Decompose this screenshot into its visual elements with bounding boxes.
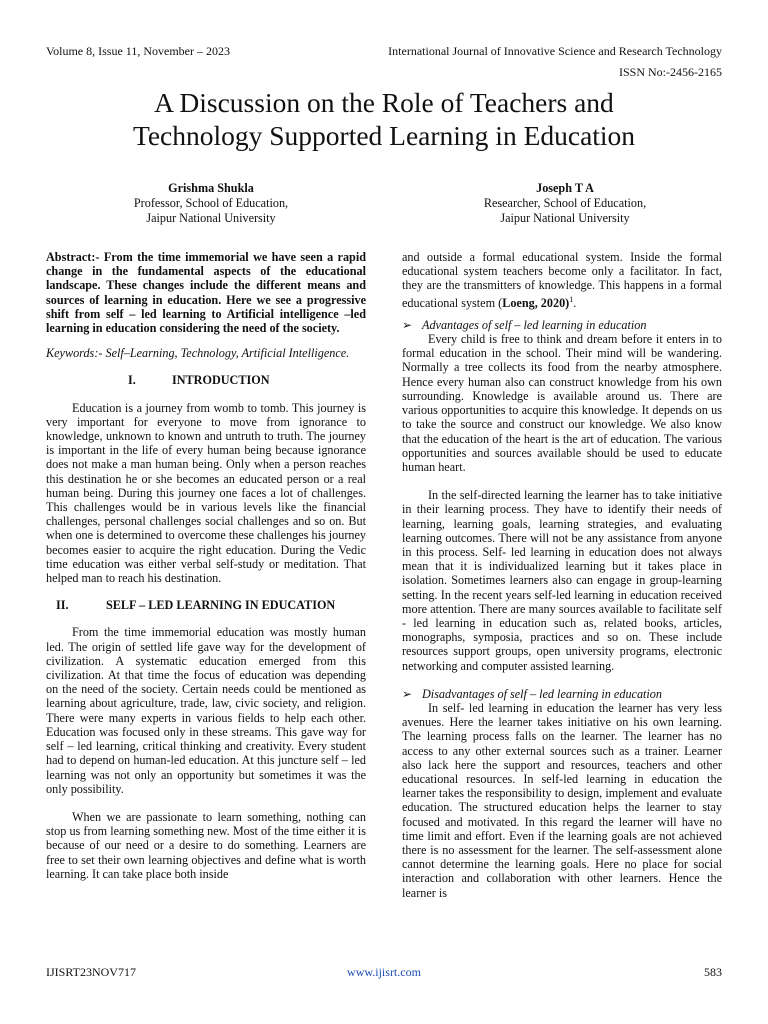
volume-issue: Volume 8, Issue 11, November – 2023 bbox=[46, 44, 230, 58]
author-affiliation: Jaipur National University bbox=[146, 211, 276, 225]
keywords-label: Keywords bbox=[46, 346, 95, 361]
paper-code: IJISRT23NOV717 bbox=[46, 965, 136, 979]
section-title: SELF – LED LEARNING IN EDUCATION bbox=[106, 598, 336, 613]
disadvantages-paragraph: In self- led learning in education the learner has very less avenues. Here the learner takes initiative on his own learning. The learning process falls on the learner. The learner has no access to any other external sources such as a trainer. Learner also lack here the support and resources, teachers and other educational resources. In self-led learning in education the learner takes the responsibility to design, implement and evaluate education. The structured education helps the learner to stay focused and motivated. In this regard the learner will have no time limit and effort. Even if the learning goals are not achieved there is no assessment for the learner. The self-assessment alone cannot determine the learning goals. Here no place for social interaction and collaboration with other learners. Hence the learner is bbox=[402, 700, 722, 900]
advantages-paragraph: Every child is free to think and dream before it enters in to formal education in the school. Their mind will be wandering. Normally a tree collects its food from the nearby atmosphere. Hence every human also can construct knowledge from his own surrounding. Knowledge is available around us. There are various opportunities to acquire this knowledge. It depends on us to take the source and construct our knowledge. We also know that the education of the heart is the art of education. The various opportunities and sources available should be used to educate human heart. bbox=[402, 332, 722, 474]
website-link[interactable]: www.ijisrt.com bbox=[347, 965, 421, 979]
subheading-text: Advantages of self – led learning in education bbox=[422, 317, 647, 332]
paper-title bbox=[0, 86, 768, 152]
subheading-advantages bbox=[402, 318, 722, 332]
abstract: Abstract:- From the time immemorial we have seen a rapid change in the fundamental aspects of the educational landscape. These changes include the different means and sources of learning in education. Here we see a progressive shift from self – led learning to Artificial intelligence –led learning in education considering the need of the society. bbox=[46, 250, 366, 336]
author-1 bbox=[46, 181, 376, 226]
keywords bbox=[46, 346, 366, 360]
author-role: Researcher, School of Education, bbox=[483, 196, 647, 210]
section-heading-self-led bbox=[46, 598, 366, 612]
title-line-2: Technology Supported Learning in Education bbox=[132, 120, 636, 151]
continuation-paragraph bbox=[402, 250, 722, 310]
intro-paragraph: Education is a journey from womb to tomb. This journey is very important for everyone to move from ignorance to knowledge, unknown to known and untruth to truth. The journey is important in the life of every human being because ignorance does not make a man human being. Only when a person reaches this destination he or she becomes an educated person or a real human being. During this journey one faces a lot of challenges. This challenges would be in various levels like the financial challenges, personal challenges social challenges and so on. But when one is determined to overcome these challenges his journey becomes easier to acquire the right education. During the Vedic time education was either verbal self-study or meditation. That helped man to reach his destination. bbox=[46, 400, 366, 586]
section-heading-introduction bbox=[46, 373, 366, 387]
continuation-end: . bbox=[573, 295, 577, 310]
arrow-bullet-icon: ➢ bbox=[402, 686, 413, 701]
self-led-paragraph-2: When we are passionate to learn something, nothing can stop us from learning something new. Most of the time either it is because of our need or a desire to do something. Learners are free to set their own learning objectives and define what is worth learning. It can take place both inside bbox=[46, 809, 366, 881]
issn: ISSN No:-2456-2165 bbox=[618, 65, 722, 79]
author-affiliation: Jaipur National University bbox=[500, 211, 630, 225]
author-2 bbox=[385, 181, 745, 226]
subheading-text: Disadvantages of self – led learning in education bbox=[422, 686, 662, 701]
section-title: INTRODUCTION bbox=[172, 373, 270, 388]
section-number: II. bbox=[56, 598, 69, 613]
left-column bbox=[46, 250, 366, 881]
subheading-disadvantages bbox=[402, 687, 722, 701]
author-name: Grishma Shukla bbox=[168, 181, 254, 195]
author-role: Professor, School of Education, bbox=[133, 196, 289, 210]
self-directed-paragraph: In the self-directed learning the learner has to take initiative in their learning process. They have to identify their needs of learning, learning goals, learning strategies, and evaluating learning outcomes. There will not be any assistance from anyone in this process. Self- led learning in education does not always mean that it is individualized learning but it takes place in isolation. Sometimes learners also can engage in group-learning setting. In the recent years self-led learning in education received more attention. There are many sources available to facilitate self - led learning in education such as, related books, articles, monographs, symposia, practices and so on. These include resources support groups, open university programs, electronic networking and computer assisted learning. bbox=[402, 488, 722, 673]
keywords-text: :- Self–Learning, Technology, Artificial Intelligence. bbox=[94, 346, 350, 361]
journal-name: International Journal of Innovative Science and Research Technology bbox=[388, 44, 722, 58]
self-led-paragraph-1: From the time immemorial education was mostly human led. The origin of settled life gave way for the development of civilization. A systematic education emerged from this civilization. At that time the focus of education was depending on the need of the society. Certain needs could be mentioned as learning about agriculture, trade, law, civic society, and religion. There were many experts in various fields to help each other. Education was focused only in these streams. This gave way for self – led learning, critical thinking and creativity. Every student had to depend on human-led education. At this juncture self – led learning was not only an opportunity but sometimes it was the only possibility. bbox=[46, 625, 366, 796]
right-column bbox=[402, 250, 722, 900]
continuation-text: and outside a formal educational system. Inside the formal educational system teachers become only a facilitator. In fact, they are the transmitters of knowledge. This happens in a formal educational system ( bbox=[402, 250, 722, 310]
citation: Loeng, 2020) bbox=[502, 295, 570, 310]
citation-superscript: 1 bbox=[569, 294, 574, 304]
title-line-1: A Discussion on the Role of Teachers and bbox=[154, 87, 614, 118]
author-name: Joseph T A bbox=[536, 181, 594, 195]
section-number: I. bbox=[128, 373, 136, 388]
arrow-bullet-icon: ➢ bbox=[402, 317, 413, 332]
page-number: 583 bbox=[704, 965, 722, 979]
